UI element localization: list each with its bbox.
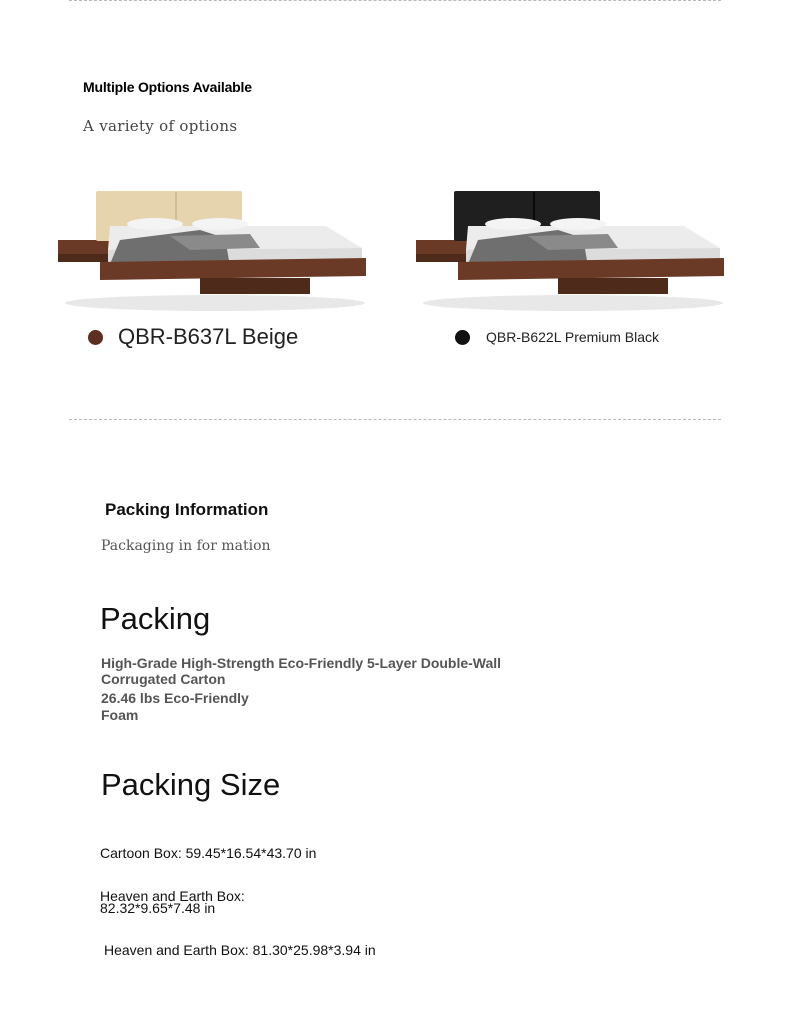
box-size-line: 82.32*9.65*7.48 in xyxy=(100,900,216,916)
packing-line: Corrugated Carton xyxy=(101,671,226,687)
box-size-line: Cartoon Box: 59.45*16.54*43.70 in xyxy=(100,845,317,861)
packing-size-heading: Packing Size xyxy=(101,767,281,802)
options-subtitle: A variety of options xyxy=(83,117,238,135)
packing-info-subtitle: Packaging in for mation xyxy=(101,538,271,554)
packing-info-title: Packing Information xyxy=(105,500,269,519)
box-size-line: Heaven and Earth Box: 81.30*25.98*3.94 in xyxy=(104,942,376,958)
options-title: Multiple Options Available xyxy=(83,79,252,95)
packing-line: Foam xyxy=(101,707,139,723)
color-dot-black xyxy=(455,330,470,345)
divider-top xyxy=(69,0,721,1)
bed-image-beige xyxy=(50,178,370,318)
box-size-line: Heaven and Earth Box: xyxy=(100,888,245,904)
color-dot-beige xyxy=(88,330,103,345)
packing-heading: Packing xyxy=(100,601,211,636)
packing-line: High-Grade High-Strength Eco-Friendly 5-Layer Double-Wall xyxy=(101,655,502,671)
model-label-black: QBR-B622L Premium Black xyxy=(486,329,659,345)
bed-image-black xyxy=(408,178,728,318)
model-label-beige: QBR-B637L Beige xyxy=(118,324,299,349)
packing-line: 26.46 lbs Eco-Friendly xyxy=(101,690,249,706)
divider-middle xyxy=(69,419,721,420)
